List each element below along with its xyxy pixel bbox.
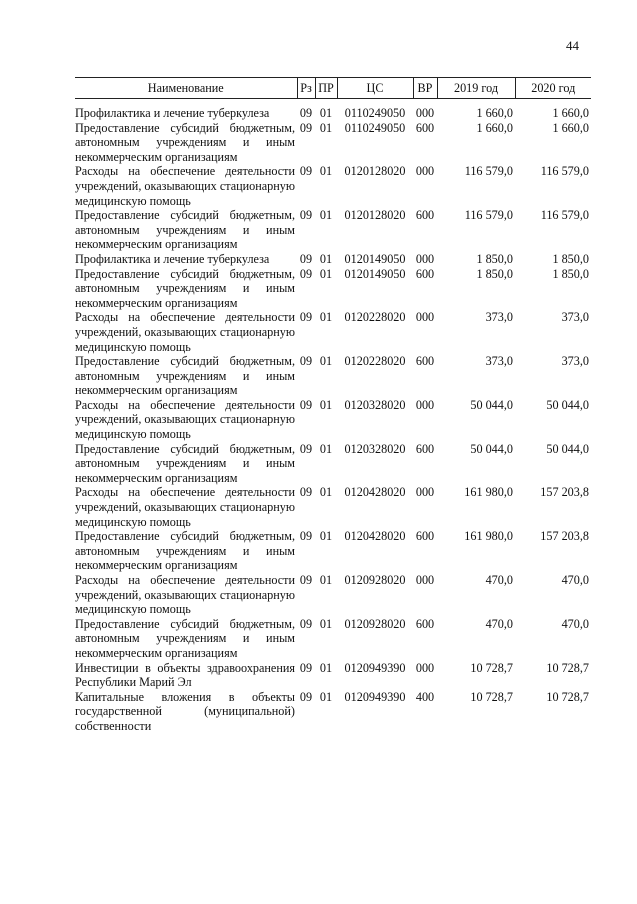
cell-rz: 09 [299, 573, 313, 587]
cell-rz: 09 [299, 397, 313, 412]
cell-name: Предоставление субсидий бюджетным, автономным учреждениям и иным некоммерческим организациям [75, 120, 295, 164]
cell-2019: 1 660,0 [476, 106, 513, 120]
cell-vr: 000 [415, 660, 435, 675]
table-row [75, 354, 591, 398]
cell-name: Предоставление субсидий бюджетным, автономным учреждениям и иным некоммерческим организациям [75, 266, 295, 310]
table-row [75, 617, 591, 661]
cell-cs: 0120949390 [344, 689, 406, 704]
cell-name: Профилактика и лечение туберкулеза [75, 251, 270, 266]
cell-pr: 01 [319, 573, 333, 587]
cell-rz: 09 [299, 441, 313, 456]
cell-pr: 01 [319, 164, 333, 179]
cell-cs: 0120949390 [344, 660, 406, 675]
cell-2019: 116 579,0 [464, 208, 513, 223]
cell-2019: 1 850,0 [476, 251, 513, 266]
cell-pr: 01 [319, 689, 333, 704]
cell-pr: 01 [319, 397, 333, 412]
header-2019: 2019 год [437, 78, 515, 99]
cell-vr: 000 [415, 485, 435, 500]
table-row [75, 529, 591, 573]
cell-rz: 09 [299, 660, 313, 675]
cell-2019: 50 044,0 [470, 441, 513, 456]
table-row [75, 485, 591, 529]
cell-vr: 000 [415, 106, 435, 120]
cell-rz: 09 [299, 164, 313, 179]
cell-cs: 0120928020 [344, 616, 406, 631]
cell-name: Расходы на обеспечение деятельности учреждений, оказывающих стационарную медицинскую помощь [75, 310, 295, 354]
cell-cs: 0120228020 [344, 354, 406, 369]
cell-vr: 600 [415, 529, 435, 544]
cell-rz: 09 [299, 689, 313, 704]
cell-2020: 157 203,8 [540, 529, 589, 544]
table-row [75, 164, 591, 208]
cell-pr: 01 [319, 616, 333, 631]
cell-cs: 0120149050 [344, 266, 406, 281]
cell-vr: 600 [415, 441, 435, 456]
table-row [75, 310, 591, 354]
cell-2019: 470,0 [485, 616, 513, 631]
table-row [75, 573, 591, 617]
cell-rz: 09 [299, 266, 313, 281]
table-row [75, 208, 591, 252]
table-row [75, 661, 591, 690]
cell-cs: 0120128020 [344, 208, 406, 223]
cell-rz: 09 [299, 616, 313, 631]
cell-2020: 50 044,0 [546, 441, 589, 456]
cell-2020: 50 044,0 [546, 397, 589, 412]
cell-name: Предоставление субсидий бюджетным, автономным учреждениям и иным некоммерческим организациям [75, 616, 295, 660]
cell-cs: 0120149050 [344, 251, 406, 266]
cell-vr: 000 [415, 251, 435, 266]
cell-2020: 116 579,0 [540, 164, 589, 179]
cell-cs: 0120428020 [344, 529, 406, 544]
cell-cs: 0120428020 [344, 485, 406, 500]
cell-name: Расходы на обеспечение деятельности учреждений, оказывающих стационарную медицинскую помощь [75, 397, 295, 442]
cell-cs: 0120128020 [344, 164, 406, 179]
cell-2019: 373,0 [485, 354, 513, 369]
cell-2020: 116 579,0 [540, 208, 589, 223]
cell-pr: 01 [319, 208, 333, 223]
cell-2020: 10 728,7 [546, 660, 589, 675]
table-row [75, 690, 591, 734]
cell-pr: 01 [319, 310, 333, 325]
cell-pr: 01 [319, 120, 333, 135]
table-header-row [75, 78, 591, 99]
cell-cs: 0110249050 [344, 106, 406, 120]
cell-vr: 600 [415, 266, 435, 281]
cell-2019: 161 980,0 [464, 529, 513, 544]
cell-name: Капитальные вложения в объекты государственной (муниципальной) собственности [75, 689, 295, 733]
cell-vr: 600 [415, 616, 435, 631]
cell-2019: 116 579,0 [464, 164, 513, 179]
table-body [75, 99, 591, 734]
table-row [75, 442, 591, 486]
cell-rz: 09 [299, 251, 313, 266]
cell-vr: 000 [415, 310, 435, 325]
cell-rz: 09 [299, 120, 313, 135]
cell-vr: 000 [415, 397, 435, 412]
table-row [75, 267, 591, 311]
cell-vr: 600 [415, 208, 435, 223]
cell-2020: 1 660,0 [552, 106, 589, 120]
cell-cs: 0120328020 [344, 397, 406, 412]
cell-pr: 01 [319, 106, 333, 120]
table-row [75, 398, 591, 442]
cell-rz: 09 [299, 529, 313, 544]
page-number: 44 [566, 38, 579, 53]
cell-cs: 0120228020 [344, 310, 406, 325]
cell-vr: 600 [415, 354, 435, 369]
cell-name: Расходы на обеспечение деятельности учреждений, оказывающих стационарную медицинскую помощь [75, 573, 295, 617]
cell-2019: 470,0 [485, 573, 513, 587]
table-row [75, 99, 591, 121]
cell-2019: 10 728,7 [470, 689, 513, 704]
cell-pr: 01 [319, 266, 333, 281]
cell-2019: 161 980,0 [464, 485, 513, 500]
cell-2020: 1 850,0 [552, 251, 589, 266]
header-rz: Рз [297, 78, 315, 99]
header-name: Наименование [75, 78, 297, 99]
cell-cs: 0120328020 [344, 441, 406, 456]
cell-rz: 09 [299, 354, 313, 369]
cell-pr: 01 [319, 529, 333, 544]
cell-2020: 373,0 [561, 354, 589, 369]
cell-pr: 01 [319, 354, 333, 369]
cell-cs: 0110249050 [344, 120, 406, 135]
cell-name: Инвестиции в объекты здравоохранения Республики Марий Эл [75, 660, 295, 690]
cell-2019: 50 044,0 [470, 397, 513, 412]
cell-name: Предоставление субсидий бюджетным, автономным учреждениям и иным некоммерческим организациям [75, 529, 295, 573]
cell-vr: 400 [415, 689, 435, 704]
cell-2020: 157 203,8 [540, 485, 589, 500]
cell-2020: 1 850,0 [552, 266, 589, 281]
cell-2019: 1 850,0 [476, 266, 513, 281]
table-row [75, 252, 591, 267]
cell-rz: 09 [299, 310, 313, 325]
cell-2020: 1 660,0 [552, 120, 589, 135]
cell-2020: 373,0 [561, 310, 589, 325]
budget-table [75, 77, 591, 734]
cell-cs: 0120928020 [344, 573, 406, 587]
cell-vr: 000 [415, 573, 435, 587]
cell-pr: 01 [319, 485, 333, 500]
cell-2019: 10 728,7 [470, 660, 513, 675]
cell-rz: 09 [299, 485, 313, 500]
cell-name: Предоставление субсидий бюджетным, автономным учреждениям и иным некоммерческим организациям [75, 208, 295, 252]
cell-name: Предоставление субсидий бюджетным, автономным учреждениям и иным некоммерческим организациям [75, 354, 295, 398]
cell-rz: 09 [299, 208, 313, 223]
cell-2019: 373,0 [485, 310, 513, 325]
cell-2019: 1 660,0 [476, 120, 513, 135]
cell-name: Профилактика и лечение туберкулеза [75, 106, 270, 120]
cell-pr: 01 [319, 441, 333, 456]
header-vr: ВР [413, 78, 437, 99]
cell-2020: 470,0 [561, 573, 589, 587]
cell-name: Предоставление субсидий бюджетным, автономным учреждениям и иным некоммерческим организациям [75, 441, 295, 485]
cell-vr: 600 [415, 120, 435, 135]
cell-name: Расходы на обеспечение деятельности учреждений, оказывающих стационарную медицинскую помощь [75, 164, 295, 208]
cell-vr: 000 [415, 164, 435, 179]
table-row [75, 121, 591, 165]
cell-pr: 01 [319, 251, 333, 266]
cell-pr: 01 [319, 660, 333, 675]
header-pr: ПР [315, 78, 337, 99]
cell-name: Расходы на обеспечение деятельности учреждений, оказывающих стационарную медицинскую помощь [75, 485, 295, 529]
cell-rz: 09 [299, 106, 313, 120]
header-cs: ЦС [337, 78, 413, 99]
cell-2020: 10 728,7 [546, 689, 589, 704]
header-2020: 2020 год [515, 78, 591, 99]
cell-2020: 470,0 [561, 616, 589, 631]
